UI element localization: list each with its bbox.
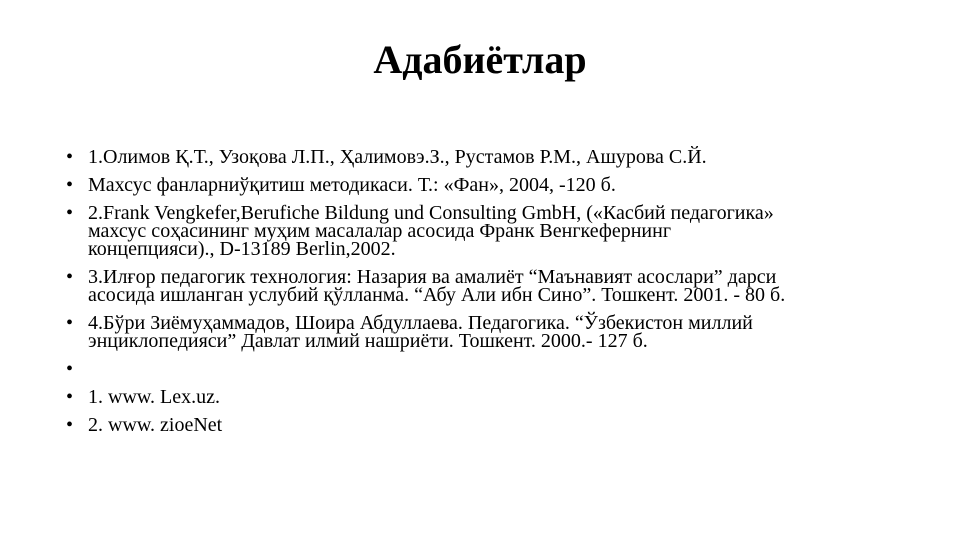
reference-item — [66, 204, 896, 258]
reference-line: махсус соҳасининг муҳим масалалар асосида Франк Венгкефернинг — [88, 220, 672, 242]
reference-line: концепцияси)., D-13189 Berlin,2002. — [88, 238, 396, 260]
references-list — [66, 148, 896, 444]
reference-line: 1. www. Lex.uz. — [88, 386, 221, 408]
reference-text — [88, 268, 896, 304]
reference-line: асосида ишланган услубий қўлланма. “Абу Али ибн Сино”. Тошкент. 2001. - 80 б. — [88, 284, 786, 306]
reference-item — [66, 176, 896, 194]
reference-item — [66, 388, 896, 406]
reference-line: энциклопедияси” Давлат илмий нашриёти. Тошкент. 2000.- 127 б. — [88, 330, 648, 352]
bullet-icon: • — [66, 146, 74, 168]
reference-text — [88, 204, 896, 258]
reference-item — [66, 314, 896, 350]
reference-line: 2. www. zioeNet — [88, 414, 223, 436]
reference-text — [88, 416, 896, 434]
bullet-icon: • — [66, 174, 74, 196]
reference-item — [66, 416, 896, 434]
reference-line: 2.Frank Vengkefer,Berufiche Bildung und Consulting GmbH, («Касбий педагогика» — [88, 202, 774, 224]
reference-line: 3.Илғор педагогик технология: Назария ва амалиёт “Маънавият асослари” дарси — [88, 266, 777, 288]
reference-item — [66, 360, 896, 378]
bullet-icon: • — [66, 386, 74, 408]
bullet-icon: • — [66, 414, 74, 436]
reference-line: 1.Олимов Қ.Т., Узоқова Л.П., Ҳалимовэ.З., Рустамов Р.М., Ашурова С.Й. — [88, 146, 707, 168]
bullet-icon: • — [66, 358, 74, 380]
reference-item — [66, 268, 896, 304]
reference-line: Махсус фанларниўқитиш методикаси. Т.: «Фан», 2004, -120 б. — [88, 174, 616, 196]
reference-item — [66, 148, 896, 166]
reference-text — [88, 148, 896, 166]
reference-text — [88, 176, 896, 194]
reference-text — [88, 314, 896, 350]
slide-title: Адабиётлар — [373, 37, 587, 82]
bullet-icon: • — [66, 312, 74, 334]
bullet-icon: • — [66, 202, 74, 224]
bullet-icon: • — [66, 266, 74, 288]
reference-text — [88, 388, 896, 406]
reference-line: 4.Бўри Зиёмуҳаммадов, Шоира Абдуллаева. Педагогика. “Ўзбекистон миллий — [88, 312, 753, 334]
